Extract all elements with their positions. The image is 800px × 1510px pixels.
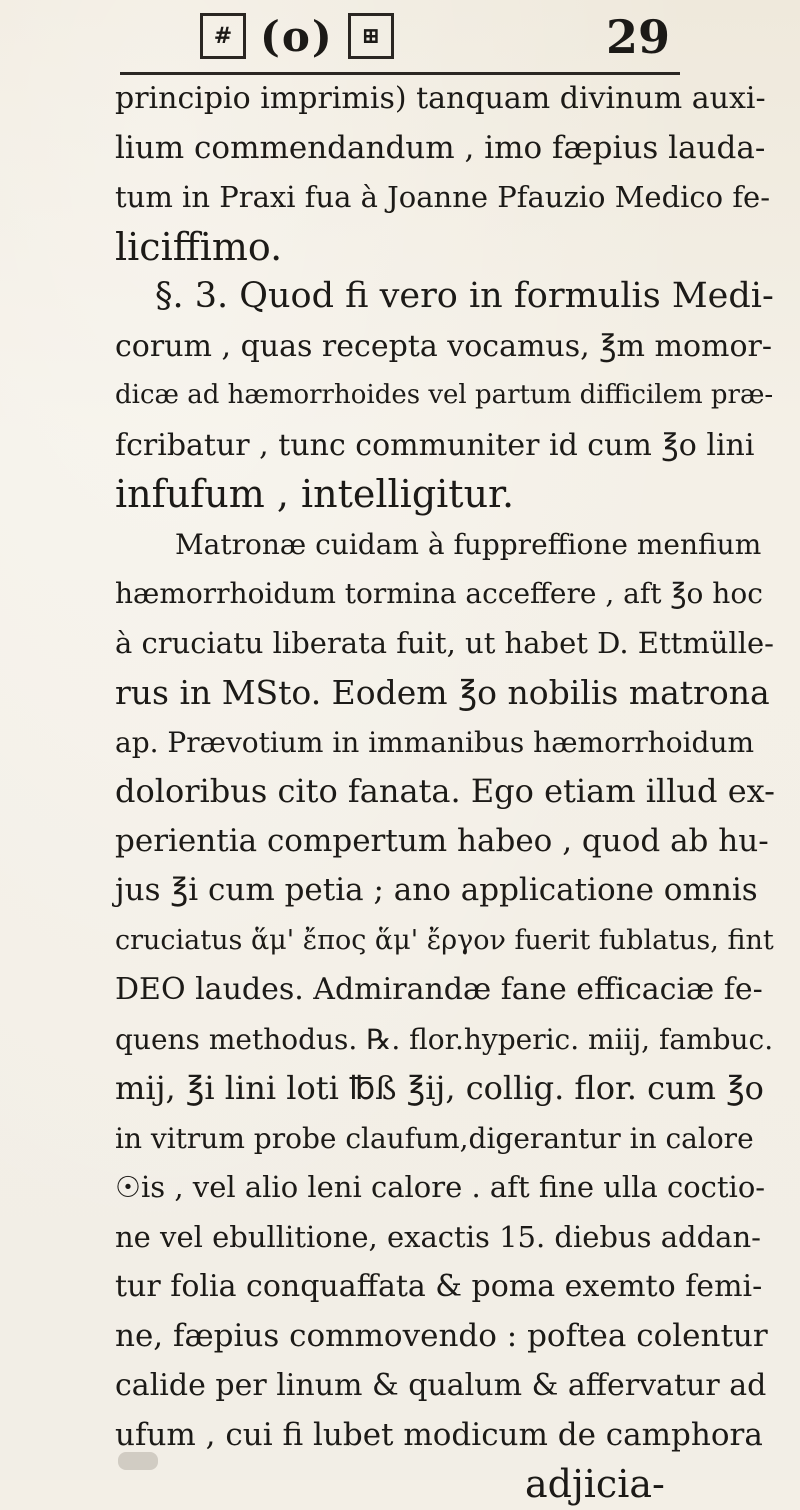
text-line: ☉is , vel alio leni calore . aft fine ulla coctio- (115, 1170, 766, 1204)
text-line: corum , quas recepta vocamus, ℥m momor- (115, 328, 772, 364)
text-line: mij, ℥i lini loti ℔ß ℥ij, collig. flor. cum ℥o (115, 1069, 764, 1107)
ornament-left-icon: # (200, 13, 246, 59)
text-line: infufum , intelligitur. (115, 472, 515, 516)
catchword-line: adjicia- (525, 1462, 665, 1506)
text-line: jus ℥i cum petia ; ano applicatione omnis (115, 872, 758, 908)
text-line: quens methodus. ℞. flor.hyperic. miij, fambuc. (115, 1022, 774, 1056)
body-text (115, 74, 775, 1510)
text-line: tum in Praxi fua à Joanne Pfauzio Medico fe- (115, 180, 771, 214)
text-line: ufum , cui fi lubet modicum de camphora (115, 1416, 763, 1453)
text-line: liciffimo. (115, 224, 283, 269)
page-header (0, 0, 800, 70)
text-line: in vitrum probe claufum,digerantur in calore (115, 1121, 754, 1155)
text-line: perientia compertum habeo , quod ab hu- (115, 822, 769, 859)
text-line: hæmorrhoidum tormina acceffere , aft ℥o hoc (115, 577, 763, 610)
text-line: fcribatur , tunc communiter id cum ℥o lini (115, 427, 755, 463)
text-line: doloribus cito fanata. Ego etiam illud ex- (115, 772, 775, 810)
text-line: à cruciatu liberata fuit, ut habet D. Ettmülle- (115, 625, 774, 660)
text-line: ap. Prævotium in immanibus hæmorrhoidum (115, 725, 755, 759)
text-line: ne, fæpius commovendo : poftea colentur (115, 1317, 768, 1354)
text-line: DEO laudes. Admirandæ fane efficaciæ fe- (115, 972, 763, 1007)
ornament-right-icon: ⊞ (348, 13, 394, 59)
paragraph-start-line: Matronæ cuidam à fuppreffione menfium (175, 527, 762, 561)
text-line: calide per linum & qualum & affervatur ad (115, 1368, 767, 1403)
text-line: lium commendandum , imo fæpius lauda- (115, 129, 766, 166)
text-line: dicæ ad hæmorrhoides vel partum difficilem præ- (115, 380, 774, 410)
ornament-center: (o) (260, 11, 334, 61)
ink-smudge (118, 1452, 158, 1470)
text-line: ne vel ebullitione, exactis 15. diebus addan- (115, 1219, 761, 1254)
text-line: principio imprimis) tanquam divinum auxi- (115, 81, 766, 116)
page-number: 29 (605, 10, 670, 64)
text-line: rus in MSto. Eodem ℥o nobilis matrona (115, 673, 770, 712)
section-heading-line: §. 3. Quod fi vero in formulis Medi- (155, 276, 774, 316)
text-line: tur folia conquaffata & poma exemto femi- (115, 1269, 763, 1304)
text-line: cruciatus ἅμ' ἔπος ἅμ' ἔργον fuerit fublatus, fint (115, 924, 774, 956)
header-ornament (200, 6, 394, 66)
